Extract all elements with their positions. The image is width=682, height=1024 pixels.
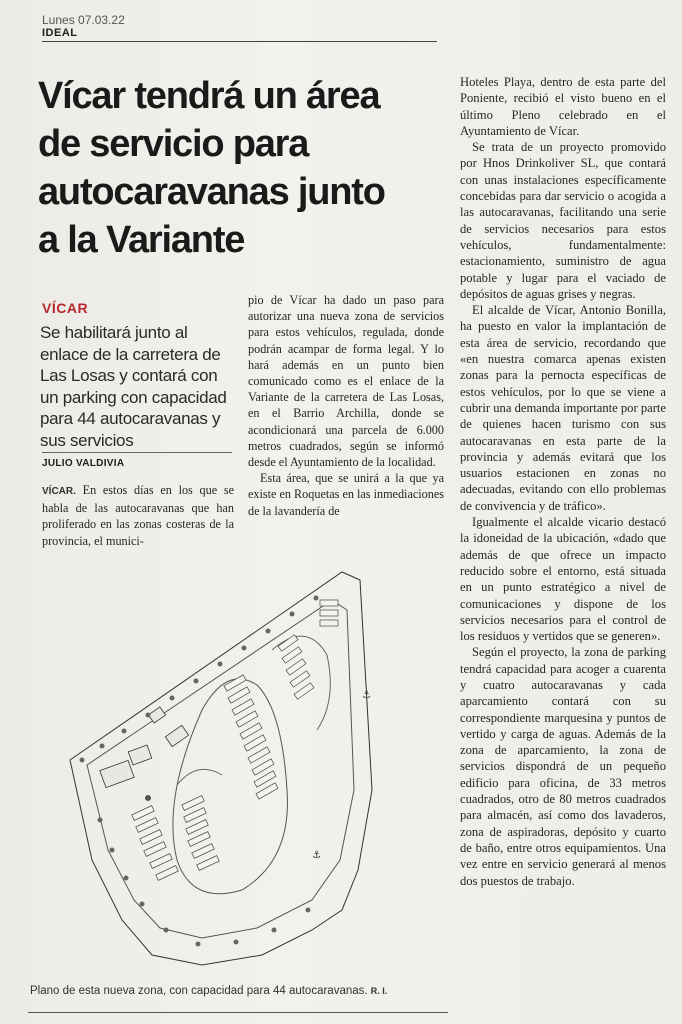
parking-bay bbox=[132, 806, 154, 821]
article-subheadline: Se habilitará junto al enlace de la carretera de Las Losas y contará con un parking con capacidad para 44 autocaravanas y sus servicios bbox=[40, 323, 227, 450]
parking-bay bbox=[248, 747, 270, 763]
paragraph bbox=[42, 482, 234, 549]
article-column-1 bbox=[42, 482, 234, 549]
utility-point bbox=[146, 796, 151, 801]
tree-marker bbox=[314, 596, 319, 601]
parking-bay bbox=[232, 699, 254, 715]
parking-bay bbox=[228, 687, 250, 703]
service-building bbox=[128, 745, 152, 765]
footer-rule bbox=[28, 1012, 448, 1013]
parking-bay bbox=[240, 723, 262, 739]
inner-curve bbox=[177, 769, 222, 785]
parking-bay bbox=[197, 856, 219, 871]
tree-marker bbox=[140, 902, 145, 907]
tree-marker bbox=[272, 928, 277, 933]
parking-bay bbox=[188, 832, 210, 847]
tree-marker bbox=[306, 908, 311, 913]
photo-caption bbox=[30, 985, 387, 997]
paragraph: Hoteles Playa, dentro de esta parte del Poniente, recibió el visto bueno en el último Pleno celebrado en el Ayuntamiento de Vícar. bbox=[460, 75, 666, 138]
newspaper-name: IDEAL bbox=[42, 27, 78, 39]
paragraph: Esta área, que se unirá a la que ya existe en Roquetas en las inmediaciones de la lavandería de bbox=[248, 471, 444, 518]
byline: JULIO VALDIVIA bbox=[42, 458, 125, 469]
tree-marker bbox=[100, 744, 105, 749]
tree-marker bbox=[98, 818, 103, 823]
article-headline: Vícar tendrá un área de servicio para autocaravanas junto a la Variante bbox=[38, 75, 385, 261]
parking-bay bbox=[286, 659, 306, 675]
tree-marker bbox=[242, 646, 247, 651]
paragraph: El alcalde de Vícar, Antonio Bonilla, ha puesto en valor la implantación de esta área de servicio, recordando que «en nuestra comarca apenas existen zonas para la pernocta específicas de estos vehículos, por lo que se viene a cubrir una demanda importante por parte de quienes hacen turismo con sus autocaravanas en esta parte de la provincia y además evitará que los usuarios estacionen en zonas no adecuadas, evitando con ello problemas de convivencia y de tráfico». bbox=[460, 303, 666, 513]
parking-bay bbox=[184, 808, 206, 823]
north-symbol: ⚓ bbox=[312, 850, 321, 861]
tree-marker bbox=[80, 758, 85, 763]
section-label: VÍCAR bbox=[42, 300, 89, 316]
tree-marker bbox=[122, 729, 127, 734]
byline-rule bbox=[42, 452, 232, 453]
paragraph: Igualmente el alcalde vicario destacó la idoneidad de la ubicación, «dado que además de que ofrece un impacto reducido sobre el entorno, está situada en un punto estratégico a nivel de comunicaciones y dispone de los servicios necesarios para el control de los residuos y vertidos que se generen». bbox=[460, 515, 666, 644]
parking-bay bbox=[224, 675, 246, 691]
tree-marker bbox=[196, 942, 201, 947]
parking-bay bbox=[320, 600, 338, 606]
tree-marker bbox=[218, 662, 223, 667]
parking-bay bbox=[290, 671, 310, 687]
tree-marker bbox=[110, 848, 115, 853]
parking-bay bbox=[236, 711, 258, 727]
paragraph: Según el proyecto, la zona de parking tendrá capacidad para acoger a cuarenta y cuatro autocaravanas y cada aparcamiento contará con su correspondiente marquesina y puntos de vertido y carga de aguas. Además de la zona de aparcamiento, la zona de servicios dispondrá de un pequeño edificio para oficina, de 33 metros cuadrados, otro de 80 metros cuadrados para almacén, así como dos lavaderos, zona de aspiradoras, depósito y cuarto de baño, entre otros equipamientos. Una vez entre en servicio generará al menos dos puestos de trabajo. bbox=[460, 645, 666, 888]
parking-bay bbox=[182, 796, 204, 811]
parking-bay bbox=[186, 820, 208, 835]
header-rule bbox=[42, 41, 437, 42]
parking-bay bbox=[136, 818, 158, 833]
dateline: VÍCAR. bbox=[42, 486, 76, 497]
paragraph: Se trata de un proyecto promovido por Hnos Drinkoliver SL, que contará con unas instalaciones específicamente concebidas para dar servicio o acogida a las autocaravanas, facilitando una serie de servicios necesarios para estos vehículos, fundamentalmente: estacionamiento, suministro de agua potable y lugar para el vaciado de depósitos de aguas grises y negras. bbox=[460, 140, 666, 301]
tree-marker bbox=[234, 940, 239, 945]
tree-marker bbox=[146, 713, 151, 718]
photo-credit: R. I. bbox=[370, 986, 388, 996]
parking-bay bbox=[244, 735, 266, 751]
parking-bay bbox=[294, 683, 314, 699]
storage-building bbox=[148, 707, 165, 723]
article-column-2 bbox=[248, 292, 444, 519]
tree-marker bbox=[170, 696, 175, 701]
parking-bay bbox=[150, 854, 172, 869]
parking-bays bbox=[132, 600, 338, 880]
article-column-3 bbox=[460, 74, 666, 889]
parking-bay bbox=[282, 647, 302, 663]
site-plan-drawing bbox=[42, 560, 442, 970]
tree-marker bbox=[164, 928, 169, 933]
parking-bay bbox=[320, 620, 338, 626]
parking-bay bbox=[320, 610, 338, 616]
parking-bay bbox=[140, 830, 162, 845]
tree-marker bbox=[266, 629, 271, 634]
north-symbol: ⚓ bbox=[362, 690, 371, 701]
storage-building bbox=[165, 725, 188, 746]
paragraph: pio de Vícar ha dado un paso para autorizar una nueva zona de servicios para estos vehículos, regulada, donde podrán acampar de forma legal. Y lo hará además en un punto bien comunicado como es el enlace de la Variante de la carretera de Las Losas, en el Barrio Archilla, donde se acondicionará una parcela de 6.000 metros cuadrados, según se informó desde el Ayuntamiento de la localidad. bbox=[248, 293, 444, 470]
parking-bay bbox=[144, 842, 166, 857]
parking-bay bbox=[156, 866, 178, 881]
tree-marker bbox=[194, 679, 199, 684]
tree-marker bbox=[124, 876, 129, 881]
parking-bay bbox=[192, 844, 214, 859]
paragraph-text: En estos días en los que se habla de las autocaravanas que han proliferado en las zonas costeras de la provincia, el munici- bbox=[42, 483, 235, 548]
service-building bbox=[100, 760, 134, 787]
caption-text: Plano de esta nueva zona, con capacidad para 44 autocaravanas. bbox=[30, 985, 368, 997]
issue-date: Lunes 07.03.22 bbox=[42, 13, 125, 27]
tree-marker bbox=[290, 612, 295, 617]
